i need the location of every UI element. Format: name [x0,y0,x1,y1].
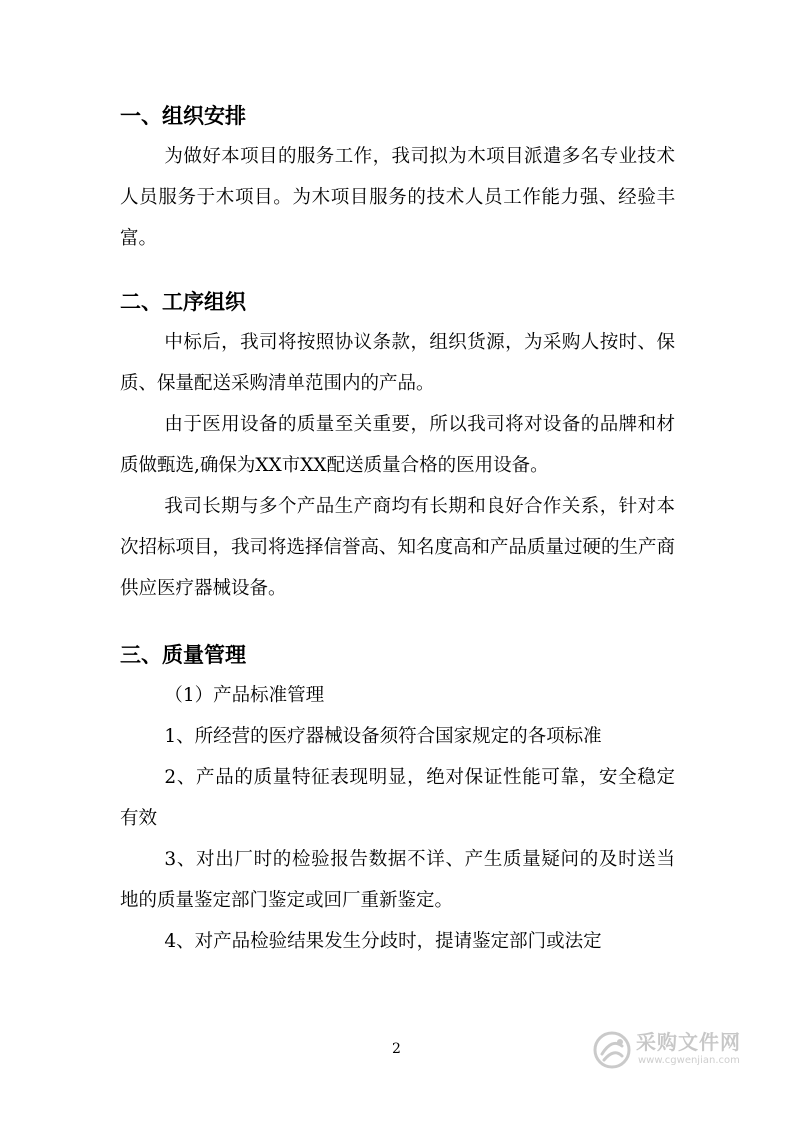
page-number: 2 [392,1041,401,1057]
paragraph-organization: 为做好本项目的服务工作，我司拟为木项目派遣多名专业技术人员服务于木项目。为木项目服务的技术人员工作能力强、经验丰富。 [120,146,675,249]
section-title-organization: 一、组织安排 [120,104,246,128]
paragraph-process-3: 我司长期与多个产品生产商均有长期和良好合作关系，针对本次招标项目，我司将选择信誉高、知名度高和产品质量过硬的生产商供应医疗器械设备。 [120,496,676,599]
watermark-url: www.cgwenjian.com [638,1055,740,1066]
watermark-logo-icon [592,1030,632,1070]
paragraph-process-1: 中标后，我司将按照协议条款，组织货源，为采购人按时、保质、保量配送采购清单范围内的产品。 [120,332,675,394]
section-gap [120,259,675,282]
paragraph-quality-subtitle: （1）产品标准管理 [164,685,325,706]
paragraph-quality-item-1: 1、所经营的医疗器械设备须符合国家规定的各项标准 [164,726,602,747]
watermark-name: 采购文件网 [636,1030,741,1054]
section-title-process: 二、工序组织 [120,290,246,314]
section-gap [120,609,675,635]
section-title-quality: 三、质量管理 [120,643,246,667]
paragraph-quality-item-4: 4、对产品检验结果发生分歧时，提请鉴定部门或法定 [164,931,602,952]
paragraph-process-2: 由于医用设备的质量至关重要，所以我司将对设备的品牌和材质做甄选,确保为XX市XX配送质量合格的医用设备。 [120,414,675,476]
paragraph-quality-item-2: 2、产品的质量特征表现明显，绝对保证性能可靠，安全稳定有效 [120,767,675,829]
paragraph-quality-item-3: 3、对出厂时的检验报告数据不详、产生质量疑问的及时送当地的质量鉴定部门鉴定或回厂重新鉴定。 [120,849,675,911]
watermark [592,1024,762,1074]
document-body [120,96,675,962]
